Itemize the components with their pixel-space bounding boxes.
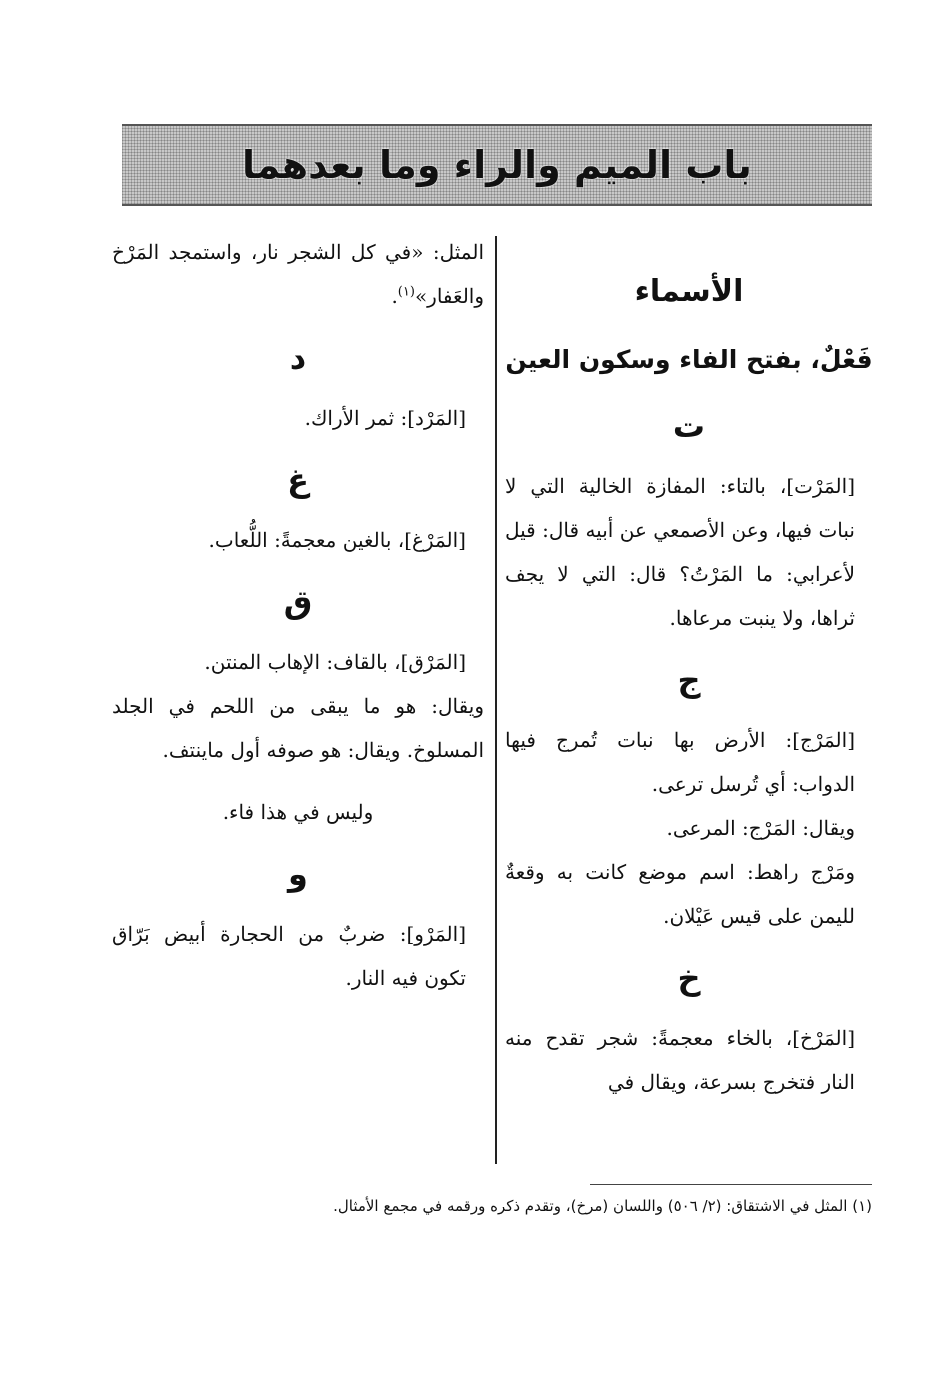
entry-markh: [المَرْخ]، بالخاء معجمةً: شجر تقدح منه النار فتخرج بسرعة، ويقال في (505, 1026, 855, 1094)
chapter-banner (122, 124, 872, 206)
right-column (505, 230, 873, 1104)
proverb-continuation (112, 230, 484, 318)
column-divider (495, 236, 497, 1164)
entry-margh: [المَرْغ]، بالغين معجمةً: اللُّعاب. (208, 528, 466, 552)
section-subheading: فَعْلٌ، بفتح الفاء وسكون العين (505, 345, 873, 374)
entry-mard: [المَرْد]: ثمر الأراك. (304, 406, 466, 430)
letter-heading-dal: د (289, 339, 307, 377)
entry-mart: [المَرْت]، بالتاء: المفازة الخالية التي لا نبات فيها، وعن الأصمعي عن أبيه قال: قيل لأعرابي: ما المَرْتُ؟ قال: التي لا يجف ثراها، ولا ينبت مرعاها. (505, 474, 855, 630)
letter-heading-waw: و (288, 855, 308, 893)
proverb-end: . (391, 284, 398, 308)
chapter-title: باب الميم والراء وما بعدهما (242, 143, 752, 187)
letter-heading-ghayn: غ (287, 461, 309, 499)
left-column (112, 230, 484, 1000)
footnote-mark: (١) (397, 284, 415, 300)
letter-heading-jim: ج (677, 661, 701, 699)
entry-marw: [المَرْو]: ضربٌ من الحجارة أبيض بَرّاق تكون فيه النار. (112, 922, 466, 990)
footnote: (١) المثل في الاشتقاق: (٢/ ٥٠٦) واللسان (مرخ)، وتقدم ذكره ورقمه في مجمع الأمثال. (333, 1197, 872, 1215)
entry-marq: [المَرْق]، بالقاف: الإهاب المنتن. (204, 650, 466, 674)
entry-marj-alt: ويقال: المَرْج: المرعى. (666, 816, 855, 840)
section-heading: الأسماء (634, 274, 744, 309)
proverb-text: المثل: «في كل الشجر نار، واستمجد المَرْخ والعَفار» (112, 240, 484, 308)
letter-heading-qaf: ق (283, 583, 313, 621)
letter-heading-ta: ت (672, 407, 706, 445)
entry-marj: [المَرْج]: الأرض بها نبات تُمرج فيها الدواب: أي تُرسل ترعى. (505, 728, 855, 796)
entry-marj-rahit: ومَرْج راهط: اسم موضع كانت به وقعةٌ لليمن على قيس عَيْلان. (505, 860, 855, 928)
footnote-rule (590, 1184, 872, 1185)
note-no-fa: وليس في هذا فاء. (222, 800, 374, 824)
entry-marq-alt: ويقال: هو ما يبقى من اللحم في الجلد المسلوخ. ويقال: هو صوفه أول ماينتف. (112, 694, 484, 762)
letter-heading-kha: خ (677, 959, 701, 997)
